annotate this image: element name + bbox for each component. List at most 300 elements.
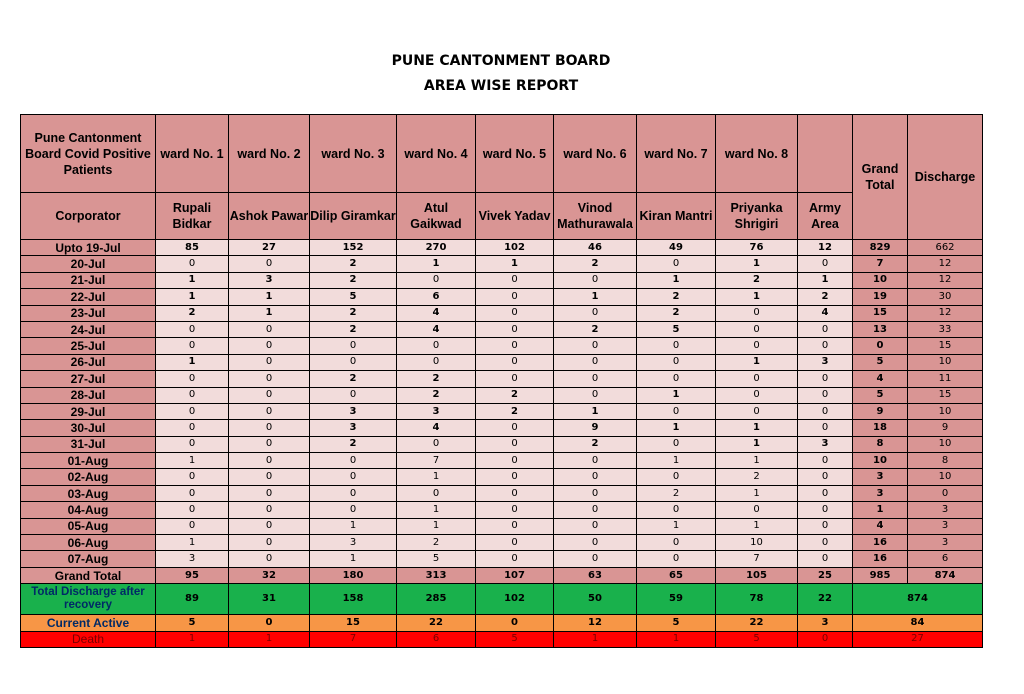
- corporator-name: Ashok Pawar: [229, 193, 310, 240]
- row-date-label: 23-Jul: [21, 305, 156, 321]
- ward-value-cell: 0: [798, 502, 853, 518]
- total-discharge-row-value: 285: [397, 584, 476, 615]
- ward-value-cell: 0: [637, 469, 716, 485]
- table-row: [21, 321, 983, 337]
- ward-value-cell: 0: [229, 338, 310, 354]
- ward-value-cell: 0: [476, 338, 554, 354]
- ward-value-cell: 0: [229, 469, 310, 485]
- total-discharge-row-value: 89: [156, 584, 229, 615]
- ward-value-cell: 0: [554, 535, 637, 551]
- current-active-row-value: 3: [798, 615, 853, 631]
- ward-value-cell: 2: [397, 371, 476, 387]
- current-active-row-value: 12: [554, 615, 637, 631]
- row-discharge-cell: 3: [908, 535, 983, 551]
- ward-value-cell: 2: [637, 289, 716, 305]
- ward-header: ward No. 4: [397, 115, 476, 193]
- row-date-label: 20-Jul: [21, 256, 156, 272]
- ward-value-cell: 4: [397, 305, 476, 321]
- ward-value-cell: 0: [229, 321, 310, 337]
- ward-value-cell: 0: [798, 453, 853, 469]
- ward-value-cell: 1: [310, 518, 397, 534]
- ward-value-cell: 0: [476, 469, 554, 485]
- table-row: [21, 420, 983, 436]
- row-date-label: 07-Aug: [21, 551, 156, 567]
- death-row-total: 27: [853, 631, 983, 647]
- grand-total-row-discharge: 874: [908, 567, 983, 583]
- row-grand-total-cell: 7: [853, 256, 908, 272]
- row-date-label: 30-Jul: [21, 420, 156, 436]
- ward-value-cell: 2: [798, 289, 853, 305]
- death-row-value: 5: [476, 631, 554, 647]
- total-discharge-row-value: 78: [716, 584, 798, 615]
- death-row-value: 7: [310, 631, 397, 647]
- discharge-header: Discharge: [908, 115, 983, 240]
- row-date-label: 02-Aug: [21, 469, 156, 485]
- death-row-value: 6: [397, 631, 476, 647]
- ward-value-cell: 0: [554, 551, 637, 567]
- row-date-label: 04-Aug: [21, 502, 156, 518]
- ward-value-cell: 0: [798, 338, 853, 354]
- ward-value-cell: 2: [310, 436, 397, 452]
- ward-value-cell: 0: [310, 453, 397, 469]
- row-discharge-cell: 12: [908, 305, 983, 321]
- row-grand-total-cell: 10: [853, 272, 908, 288]
- ward-value-cell: 0: [554, 502, 637, 518]
- ward-value-cell: 3: [798, 436, 853, 452]
- ward-value-cell: 1: [229, 305, 310, 321]
- ward-value-cell: 0: [554, 387, 637, 403]
- total-discharge-row-value: 50: [554, 584, 637, 615]
- ward-value-cell: 0: [637, 371, 716, 387]
- ward-value-cell: 1: [798, 272, 853, 288]
- ward-value-cell: 0: [716, 338, 798, 354]
- ward-value-cell: 10: [716, 535, 798, 551]
- row-grand-total-cell: 9: [853, 403, 908, 419]
- row-discharge-cell: 10: [908, 403, 983, 419]
- table-row: [21, 403, 983, 419]
- ward-value-cell: 2: [554, 321, 637, 337]
- ward-value-cell: 0: [476, 420, 554, 436]
- ward-value-cell: 0: [554, 338, 637, 354]
- ward-value-cell: 2: [310, 305, 397, 321]
- header-corner-cell: Pune Cantonment Board Covid Positive Patients: [21, 115, 156, 193]
- ward-value-cell: 0: [156, 502, 229, 518]
- ward-value-cell: 1: [310, 551, 397, 567]
- ward-value-cell: 1: [716, 420, 798, 436]
- table-row: [21, 535, 983, 551]
- ward-value-cell: 4: [397, 321, 476, 337]
- table-row: [21, 289, 983, 305]
- corporator-label: Corporator: [21, 193, 156, 240]
- corporator-name: Priyanka Shrigiri: [716, 193, 798, 240]
- row-discharge-cell: 662: [908, 240, 983, 256]
- ward-value-cell: 0: [476, 518, 554, 534]
- current-active-row-value: 15: [310, 615, 397, 631]
- ward-header: ward No. 3: [310, 115, 397, 193]
- corporator-name: Dilip Giramkar: [310, 193, 397, 240]
- ward-value-cell: 152: [310, 240, 397, 256]
- table-row: [21, 272, 983, 288]
- ward-value-cell: 5: [637, 321, 716, 337]
- ward-value-cell: 0: [637, 502, 716, 518]
- ward-value-cell: 3: [310, 420, 397, 436]
- ward-value-cell: 2: [397, 387, 476, 403]
- grand-total-row-value: 180: [310, 567, 397, 583]
- ward-value-cell: 0: [397, 272, 476, 288]
- ward-value-cell: 0: [156, 256, 229, 272]
- current-active-row-value: 5: [637, 615, 716, 631]
- ward-value-cell: 3: [397, 403, 476, 419]
- row-grand-total-cell: 1: [853, 502, 908, 518]
- table-row: [21, 453, 983, 469]
- ward-value-cell: 1: [637, 387, 716, 403]
- ward-value-cell: 2: [637, 485, 716, 501]
- ward-value-cell: 3: [229, 272, 310, 288]
- ward-value-cell: 2: [476, 403, 554, 419]
- ward-value-cell: 0: [554, 305, 637, 321]
- grand-total-row-value: 107: [476, 567, 554, 583]
- death-row-value: 5: [716, 631, 798, 647]
- row-grand-total-cell: 18: [853, 420, 908, 436]
- row-grand-total-cell: 19: [853, 289, 908, 305]
- row-discharge-cell: 6: [908, 551, 983, 567]
- ward-value-cell: 4: [798, 305, 853, 321]
- row-discharge-cell: 10: [908, 469, 983, 485]
- row-grand-total-cell: 16: [853, 551, 908, 567]
- row-date-label: 25-Jul: [21, 338, 156, 354]
- corporator-name: Army Area: [798, 193, 853, 240]
- ward-value-cell: 0: [637, 354, 716, 370]
- ward-value-cell: 0: [310, 469, 397, 485]
- ward-value-cell: 0: [716, 321, 798, 337]
- ward-header: ward No. 1: [156, 115, 229, 193]
- ward-header: ward No. 2: [229, 115, 310, 193]
- ward-value-cell: 1: [397, 256, 476, 272]
- row-date-label: 28-Jul: [21, 387, 156, 403]
- row-discharge-cell: 15: [908, 387, 983, 403]
- ward-value-cell: 2: [397, 535, 476, 551]
- total-discharge-row-value: 31: [229, 584, 310, 615]
- total-discharge-row-value: 59: [637, 584, 716, 615]
- current-active-row-value: 22: [397, 615, 476, 631]
- ward-value-cell: 1: [716, 485, 798, 501]
- corporator-name: Atul Gaikwad: [397, 193, 476, 240]
- ward-value-cell: 0: [229, 485, 310, 501]
- ward-value-cell: 2: [554, 436, 637, 452]
- ward-value-cell: 1: [637, 420, 716, 436]
- ward-value-cell: 0: [229, 403, 310, 419]
- ward-value-cell: 270: [397, 240, 476, 256]
- ward-value-cell: 0: [156, 469, 229, 485]
- ward-value-cell: 0: [156, 403, 229, 419]
- ward-value-cell: 0: [716, 502, 798, 518]
- ward-value-cell: 1: [637, 272, 716, 288]
- ward-value-cell: 46: [554, 240, 637, 256]
- ward-value-cell: 0: [397, 338, 476, 354]
- grand-total-row-value: 105: [716, 567, 798, 583]
- ward-value-cell: 0: [476, 436, 554, 452]
- row-date-label: 26-Jul: [21, 354, 156, 370]
- header-row-wards: [21, 115, 983, 193]
- row-discharge-cell: 11: [908, 371, 983, 387]
- row-date-label: 01-Aug: [21, 453, 156, 469]
- ward-value-cell: 0: [310, 354, 397, 370]
- table-row: [21, 256, 983, 272]
- row-discharge-cell: 12: [908, 272, 983, 288]
- ward-value-cell: 0: [476, 453, 554, 469]
- ward-value-cell: 0: [229, 256, 310, 272]
- row-grand-total-cell: 5: [853, 387, 908, 403]
- ward-value-cell: 0: [798, 518, 853, 534]
- current-active-row-label: Current Active: [21, 615, 156, 631]
- ward-value-cell: 0: [156, 387, 229, 403]
- ward-value-cell: 2: [310, 256, 397, 272]
- row-grand-total-cell: 0: [853, 338, 908, 354]
- total-discharge-row-value: 102: [476, 584, 554, 615]
- ward-value-cell: 1: [397, 502, 476, 518]
- row-date-label: 27-Jul: [21, 371, 156, 387]
- area-wise-report-table: [20, 114, 983, 648]
- row-date-label: 24-Jul: [21, 321, 156, 337]
- death-row-value: 1: [554, 631, 637, 647]
- current-active-row-value: 0: [476, 615, 554, 631]
- ward-value-cell: 0: [554, 272, 637, 288]
- table-row: [21, 518, 983, 534]
- grand-total-row-total: 985: [853, 567, 908, 583]
- ward-header-army-blank: [798, 115, 853, 193]
- row-grand-total-cell: 15: [853, 305, 908, 321]
- ward-value-cell: 0: [637, 338, 716, 354]
- ward-value-cell: 0: [637, 256, 716, 272]
- table-row: [21, 305, 983, 321]
- grand-total-row-value: 65: [637, 567, 716, 583]
- ward-value-cell: 3: [798, 354, 853, 370]
- ward-value-cell: 0: [156, 436, 229, 452]
- ward-value-cell: 0: [476, 289, 554, 305]
- ward-value-cell: 0: [554, 518, 637, 534]
- total-discharge-row-total: 874: [853, 584, 983, 615]
- ward-value-cell: 0: [476, 321, 554, 337]
- ward-value-cell: 1: [716, 289, 798, 305]
- ward-value-cell: 0: [716, 305, 798, 321]
- report-subtitle: AREA WISE REPORT: [423, 78, 579, 94]
- ward-value-cell: 1: [716, 256, 798, 272]
- ward-value-cell: 0: [156, 485, 229, 501]
- ward-value-cell: 0: [476, 305, 554, 321]
- row-discharge-cell: 33: [908, 321, 983, 337]
- row-grand-total-cell: 13: [853, 321, 908, 337]
- table-row: [21, 240, 983, 256]
- ward-value-cell: 2: [156, 305, 229, 321]
- ward-value-cell: 0: [798, 403, 853, 419]
- ward-value-cell: 27: [229, 240, 310, 256]
- death-row: [21, 631, 983, 647]
- ward-value-cell: 0: [397, 485, 476, 501]
- ward-value-cell: 0: [476, 535, 554, 551]
- ward-header: ward No. 5: [476, 115, 554, 193]
- ward-value-cell: 0: [798, 469, 853, 485]
- row-discharge-cell: 0: [908, 485, 983, 501]
- ward-value-cell: 0: [229, 502, 310, 518]
- row-grand-total-cell: 16: [853, 535, 908, 551]
- row-date-label: 05-Aug: [21, 518, 156, 534]
- row-date-label: 21-Jul: [21, 272, 156, 288]
- ward-value-cell: 9: [554, 420, 637, 436]
- ward-value-cell: 0: [310, 485, 397, 501]
- ward-value-cell: 1: [156, 453, 229, 469]
- ward-value-cell: 7: [716, 551, 798, 567]
- ward-value-cell: 5: [397, 551, 476, 567]
- ward-value-cell: 76: [716, 240, 798, 256]
- total-discharge-row: [21, 584, 983, 615]
- row-grand-total-cell: 3: [853, 469, 908, 485]
- grand-total-header: Grand Total: [853, 115, 908, 240]
- ward-value-cell: 5: [310, 289, 397, 305]
- ward-value-cell: 1: [156, 289, 229, 305]
- grand-total-row: [21, 567, 983, 583]
- ward-value-cell: 0: [229, 551, 310, 567]
- row-grand-total-cell: 829: [853, 240, 908, 256]
- ward-value-cell: 0: [229, 354, 310, 370]
- ward-value-cell: 1: [637, 453, 716, 469]
- row-date-label: 22-Jul: [21, 289, 156, 305]
- row-grand-total-cell: 3: [853, 485, 908, 501]
- ward-value-cell: 1: [476, 256, 554, 272]
- ward-value-cell: 0: [229, 453, 310, 469]
- current-active-row-value: 5: [156, 615, 229, 631]
- ward-value-cell: 0: [397, 354, 476, 370]
- ward-value-cell: 1: [156, 354, 229, 370]
- ward-value-cell: 0: [798, 485, 853, 501]
- table-row: [21, 371, 983, 387]
- death-row-value: 1: [637, 631, 716, 647]
- ward-value-cell: 0: [156, 338, 229, 354]
- ward-header: ward No. 6: [554, 115, 637, 193]
- row-date-label: 03-Aug: [21, 485, 156, 501]
- ward-header: ward No. 8: [716, 115, 798, 193]
- row-discharge-cell: 10: [908, 436, 983, 452]
- grand-total-row-label: Grand Total: [21, 567, 156, 583]
- total-discharge-row-label: Total Discharge after recovery: [21, 584, 156, 615]
- ward-value-cell: 1: [554, 289, 637, 305]
- ward-value-cell: 0: [476, 485, 554, 501]
- ward-value-cell: 0: [554, 371, 637, 387]
- ward-value-cell: 0: [716, 371, 798, 387]
- table-row: [21, 436, 983, 452]
- ward-value-cell: 0: [476, 272, 554, 288]
- row-date-label: Upto 19-Jul: [21, 240, 156, 256]
- ward-value-cell: 0: [156, 518, 229, 534]
- ward-value-cell: 1: [397, 469, 476, 485]
- ward-value-cell: 0: [229, 420, 310, 436]
- ward-value-cell: 0: [637, 535, 716, 551]
- row-date-label: 31-Jul: [21, 436, 156, 452]
- ward-value-cell: 0: [476, 354, 554, 370]
- table-row: [21, 485, 983, 501]
- ward-value-cell: 0: [554, 453, 637, 469]
- row-grand-total-cell: 8: [853, 436, 908, 452]
- current-active-row-total: 84: [853, 615, 983, 631]
- ward-value-cell: 0: [397, 436, 476, 452]
- ward-value-cell: 102: [476, 240, 554, 256]
- corporator-name: Vivek Yadav: [476, 193, 554, 240]
- ward-value-cell: 2: [637, 305, 716, 321]
- ward-value-cell: 0: [156, 371, 229, 387]
- ward-value-cell: 0: [798, 551, 853, 567]
- report-title: PUNE CANTONMENT BOARD: [391, 53, 611, 69]
- ward-value-cell: 0: [310, 502, 397, 518]
- row-grand-total-cell: 5: [853, 354, 908, 370]
- ward-value-cell: 0: [798, 321, 853, 337]
- ward-value-cell: 0: [156, 321, 229, 337]
- ward-value-cell: 0: [637, 403, 716, 419]
- ward-value-cell: 1: [156, 272, 229, 288]
- row-date-label: 29-Jul: [21, 403, 156, 419]
- ward-value-cell: 4: [397, 420, 476, 436]
- row-grand-total-cell: 10: [853, 453, 908, 469]
- row-discharge-cell: 12: [908, 256, 983, 272]
- table-row: [21, 387, 983, 403]
- ward-value-cell: 1: [397, 518, 476, 534]
- row-discharge-cell: 8: [908, 453, 983, 469]
- ward-header: ward No. 7: [637, 115, 716, 193]
- ward-value-cell: 0: [229, 535, 310, 551]
- table-row: [21, 502, 983, 518]
- ward-value-cell: 0: [229, 371, 310, 387]
- ward-value-cell: 1: [229, 289, 310, 305]
- ward-value-cell: 2: [310, 272, 397, 288]
- ward-value-cell: 49: [637, 240, 716, 256]
- ward-value-cell: 3: [310, 403, 397, 419]
- ward-value-cell: 3: [310, 535, 397, 551]
- ward-value-cell: 0: [310, 338, 397, 354]
- ward-value-cell: 1: [156, 535, 229, 551]
- row-discharge-cell: 9: [908, 420, 983, 436]
- ward-value-cell: 0: [476, 551, 554, 567]
- ward-value-cell: 2: [310, 321, 397, 337]
- ward-value-cell: 0: [637, 551, 716, 567]
- death-row-value: 1: [156, 631, 229, 647]
- row-grand-total-cell: 4: [853, 518, 908, 534]
- row-discharge-cell: 15: [908, 338, 983, 354]
- ward-value-cell: 2: [716, 272, 798, 288]
- ward-value-cell: 0: [798, 256, 853, 272]
- ward-value-cell: 0: [310, 387, 397, 403]
- ward-value-cell: 0: [716, 387, 798, 403]
- ward-value-cell: 12: [798, 240, 853, 256]
- ward-value-cell: 0: [229, 387, 310, 403]
- corporator-name: Vinod Mathurawala: [554, 193, 637, 240]
- row-discharge-cell: 30: [908, 289, 983, 305]
- ward-value-cell: 2: [716, 469, 798, 485]
- ward-value-cell: 0: [798, 535, 853, 551]
- ward-value-cell: 85: [156, 240, 229, 256]
- table-row: [21, 354, 983, 370]
- table-row: [21, 551, 983, 567]
- ward-value-cell: 0: [798, 371, 853, 387]
- corporator-name: Kiran Mantri: [637, 193, 716, 240]
- grand-total-row-value: 63: [554, 567, 637, 583]
- corporator-name: Rupali Bidkar: [156, 193, 229, 240]
- ward-value-cell: 1: [716, 518, 798, 534]
- ward-value-cell: 6: [397, 289, 476, 305]
- death-row-value: 1: [229, 631, 310, 647]
- ward-value-cell: 0: [229, 518, 310, 534]
- ward-value-cell: 0: [716, 403, 798, 419]
- ward-value-cell: 1: [637, 518, 716, 534]
- ward-value-cell: 3: [156, 551, 229, 567]
- table-row: [21, 469, 983, 485]
